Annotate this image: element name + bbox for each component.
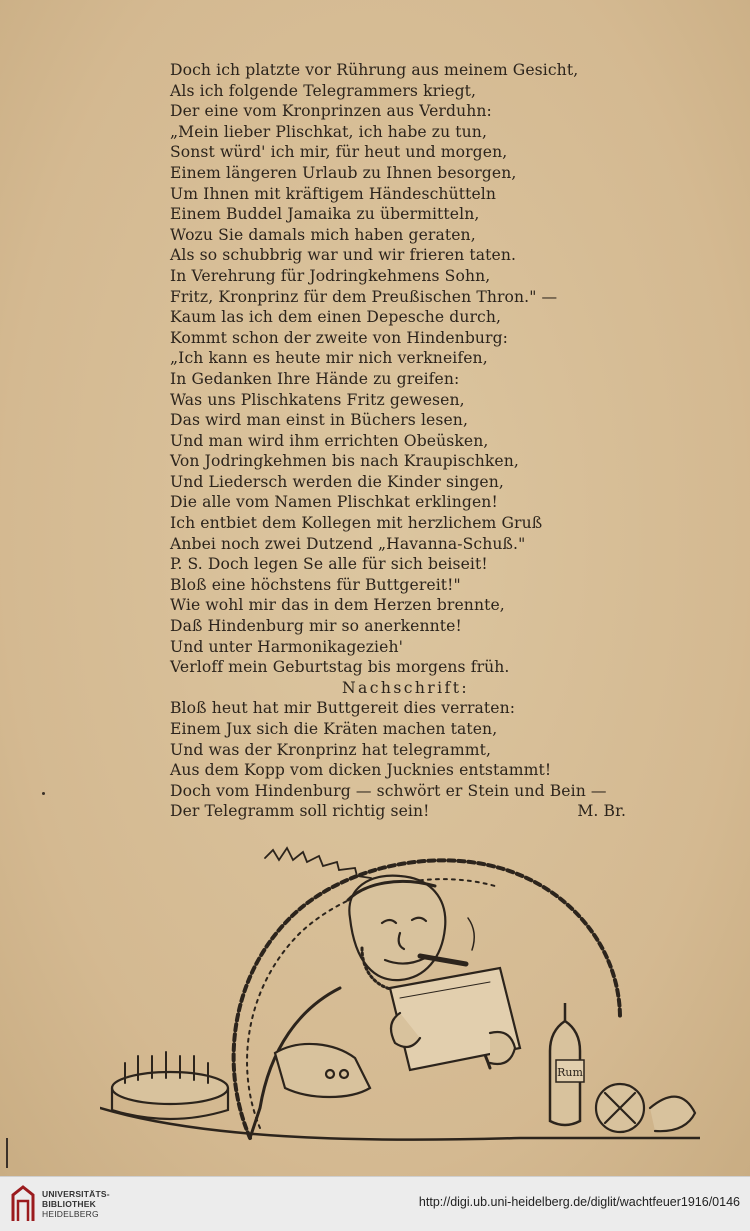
postscript-line: Doch vom Hindenburg — schwört er Stein und Bein — [170,781,607,800]
poem-line: Anbei noch zwei Dutzend „Havanna-Schuß." [170,534,526,553]
postscript-line: Aus dem Kopp vom dicken Jucknies entstammt! [170,761,552,780]
page-edge-mark [6,1138,8,1168]
logo-line: BIBLIOTHEK [42,1199,96,1209]
library-logo-text [42,1189,110,1219]
poem-line: Ich entbiet dem Kollegen mit herzlichem Gruß [170,514,543,533]
poem-line: Einem Buddel Jamaika zu übermitteln, [170,205,480,224]
postscript-line: Bloß heut hat mir Buttgereit dies verraten: [170,699,516,718]
poem-line: Sonst würd' ich mir, für heut und morgen, [170,143,508,162]
poem-line: Fritz, Kronprinz für dem Preußischen Thron." — [170,287,558,306]
ink-dot [42,792,45,795]
postscript-line: Und was der Kronprinz hat telegrammt, [170,740,492,759]
postscript-heading: Nachschrift: [342,678,470,697]
closing-line [170,801,626,822]
poem-line: Daß Hindenburg mir so anerkennte! [170,617,462,636]
poem-line: Der eine vom Kronprinzen aus Verduhn: [170,102,492,121]
permalink-url[interactable]: http://digi.ub.uni-heidelberg.de/diglit/wachtfeuer1916/0146 [418,1195,740,1209]
last-verse-line: Der Telegramm soll richtig sein! [170,802,430,821]
poem-line: Von Jodringkehmen bis nach Kraupischken, [170,452,519,471]
poem-line: Wozu Sie damals mich haben geraten, [170,225,476,244]
poem-line: Das wird man einst in Büchers lesen, [170,411,469,430]
poem-line: „Ich kann es heute mir nich verkneifen, [170,349,488,368]
viewer-footer [0,1176,750,1231]
university-library-logo-icon[interactable] [10,1185,36,1223]
poem-line: Und man wird ihm errichten Obeüsken, [170,431,489,450]
poem-line: „Mein lieber Plischkat, ich habe zu tun, [170,122,488,141]
poem-text [170,60,640,822]
poem-line: Doch ich platzte vor Rührung aus meinem Gesicht, [170,61,579,79]
poem-line: Kaum las ich dem einen Depesche durch, [170,308,502,327]
poem-line: Einem längeren Urlaub zu Ihnen besorgen, [170,163,517,182]
poem-line: Die alle vom Namen Plischkat erklingen! [170,493,498,512]
poem-line: In Verehrung für Jodringkehmens Sohn, [170,266,491,285]
poem-line: Um Ihnen mit kräftigem Händeschütteln [170,184,496,203]
poem-line: Was uns Plischkatens Fritz gewesen, [170,390,465,409]
poem-line: P. S. Doch legen Se alle für sich beiseit! [170,555,488,574]
author-signature: M. Br. [577,802,626,821]
poem-line: Wie wohl mir das in dem Herzen brennte, [170,596,505,615]
poem-line: Als ich folgende Telegrammers kriegt, [170,81,477,100]
poem-line: Und unter Harmonikagezieh' [170,637,403,656]
poem-line: Und Liedersch werden die Kinder singen, [170,472,504,491]
poem-line: Kommt schon der zweite von Hindenburg: [170,328,509,347]
bottle-label: Rum [557,1066,583,1079]
postscript-line: Einem Jux sich die Kräten machen taten, [170,720,498,738]
poem-line: Als so schubbrig war und wir frieren taten. [170,246,517,265]
poem-line: In Gedanken Ihre Hände zu greifen: [170,369,460,388]
poem-line: Verloff mein Geburtstag bis morgens früh. [170,658,510,677]
poem-line: Bloß eine höchstens für Buttgereit!" [170,575,461,594]
logo-line: UNIVERSITÄTS- [42,1189,110,1199]
soldier-reading-telegram-illustration [100,838,700,1158]
logo-line: HEIDELBERG [42,1209,99,1219]
